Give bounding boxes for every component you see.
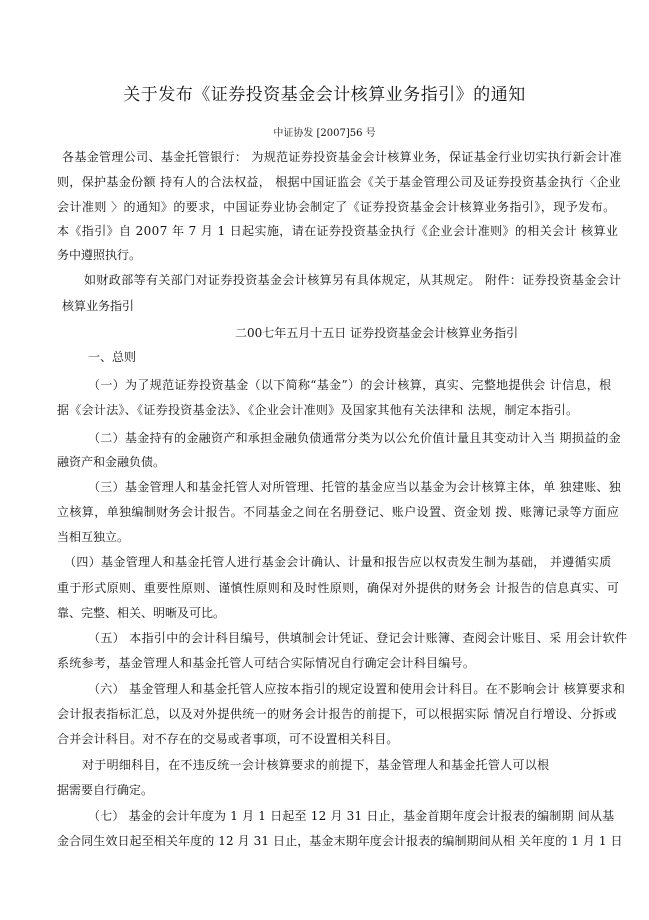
body-line: 据《会计法》、《证券投资基金法》、《企业会计准则》及国家其他有关法律和 法规，制定本指引。 [57, 403, 579, 417]
body-line: 据需要自行确定。 [57, 783, 154, 797]
body-line: 核算业务指引 [62, 299, 135, 313]
body-line: （二）基金持有的金融资产和承担金融负债通常分类为以公允价值计量且其变动计入当 期损益的金 [88, 431, 622, 445]
document-title: 关于发布《证券投资基金会计核算业务指引》的通知 [123, 85, 526, 105]
body-line: 系统参考，基金管理人和基金托管人可结合实际情况自行确定会计科目编号。 [57, 656, 476, 670]
body-line: （五） 本指引中的会计科目编号，供填制会计凭证、登记会计账簿、查阅会计账目、采 用会计软件 [88, 631, 628, 645]
body-line: 二00七年五月十五日 证券投资基金会计核算业务指引 [235, 326, 519, 340]
body-line: 则，保护基金份额 持有人的合法权益， 根据中国证监会《关于基金管理公司及证券投资基金执行〈企业 [57, 175, 622, 189]
document-number: 中证协发 [2007]56 号 [273, 128, 376, 139]
section-heading: 一、总则 [88, 350, 137, 364]
body-line: （一）为了规范证券投资基金（以下简称“基金”）的会计核算，真实、完整地提供会 计信息，根 [88, 378, 612, 392]
body-line: （六） 基金管理人和基金托管人应按本指引的规定设置和使用会计科目。在不影响会计 核算要求和 [88, 682, 626, 696]
body-line: 各基金管理公司、基金托管银行： 为规范证券投资基金会计核算业务，保证基金行业切实执行新会计准 [62, 150, 622, 164]
body-line: 靠、完整、相关、明晰及可比。 [57, 606, 226, 620]
body-line: 金合同生效日起至相关年度的 12 月 31 日止，基金末期年度会计报表的编制期间从相 关年度的 1 月 1 日 [57, 834, 623, 848]
body-line: 合并会计科目。对不存在的交易或者事项，可不设置相关科目。 [57, 732, 399, 746]
body-line: （三）基金管理人和基金托管人对所管理、托管的基金应当以基金为会计核算主体，单 独建账、独 [88, 480, 622, 494]
body-line: 融资产和金融负债。 [57, 455, 166, 469]
body-line: 对于明细科目，在不违反统一会计核算要求的前提下，基金管理人和基金托管人可以根 [82, 758, 550, 772]
body-line: 立核算，单独编制财务会计报告。不同基金之间在名册登记、账户设置、资金划 拨、账簿记录等方面应 [57, 505, 620, 519]
body-line: （四）基金管理人和基金托管人进行基金会计确认、计量和报告应以权责发生制为基础， 并遵循实质 [64, 555, 612, 569]
body-line: （七） 基金的会计年度为 1 月 1 日起至 12 月 31 日止，基金首期年度会计报表的编制期 间从基 [88, 809, 615, 823]
body-line: 会计报表指标汇总，以及对外提供统一的财务会计报告的前提下，可以根据实际 情况自行增设、分拆或 [57, 707, 617, 721]
body-line: 会计准则 〉的通知》的要求，中国证券业协会制定了《证券投资基金会计核算业务指引》，现予发布。 [57, 200, 616, 214]
body-line: 当相互独立。 [57, 530, 130, 544]
body-line: 务中遵照执行。 [57, 248, 142, 262]
body-line: 重于形式原则、重要性原则、谨慎性原则和及时性原则，确保对外提供的财务会 计报告的信息真实、可 [57, 581, 620, 595]
body-line: 本《指引》自 2007 年 7 月 1 日起实施，请在证券投资基金执行《企业会计准则》的相关会计 核算业 [57, 224, 619, 238]
body-line: 如财政部等有关部门对证券投资基金会计核算另有具体规定，从其规定。 附件：证券投资基金会计 [84, 273, 622, 287]
